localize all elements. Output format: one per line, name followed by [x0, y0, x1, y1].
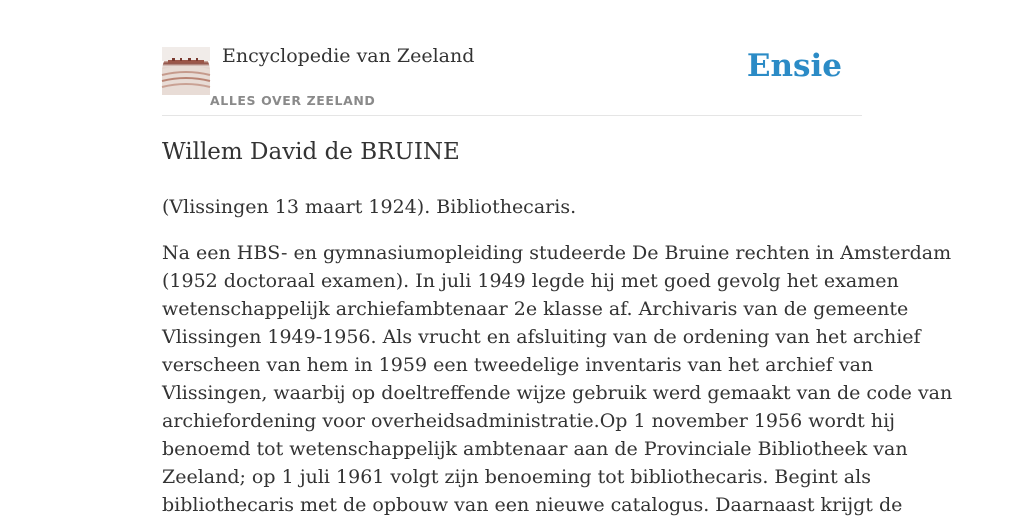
body-line: Na een HBS- en gymnasiumopleiding studeerde De Bruine rechten in Amsterdam: [162, 242, 952, 264]
body-line: benoemd tot wetenschappelijk ambtenaar aan de Provinciale Bibliotheek van: [162, 438, 908, 460]
avatar-image: [162, 47, 210, 95]
ensie-logo[interactable]: Ensie: [746, 48, 842, 84]
body-line: wetenschappelijk archiefambtenaar 2e klasse af. Archivaris van de gemeente: [162, 298, 909, 320]
article-title: Willem David de BRUINE: [162, 139, 460, 165]
body-line: verscheen van hem in 1959 een tweedelige inventaris van het archief van: [162, 354, 874, 376]
site-tagline: ALLES OVER ZEELAND: [210, 93, 376, 108]
article-intro: (Vlissingen 13 maart 1924). Bibliothecaris.: [162, 196, 577, 218]
body-line: archiefordening voor overheidsadministratie.Op 1 november 1956 wordt hij: [162, 410, 896, 432]
site-header: [162, 0, 862, 116]
article-body: [162, 239, 953, 519]
body-line: Zeeland; op 1 juli 1961 volgt zijn benoeming tot bibliothecaris. Begint als: [162, 466, 871, 488]
book-pages-avatar[interactable]: [162, 47, 210, 95]
body-line: bibliothecaris met de opbouw van een nieuwe catalogus. Daarnaast krijgt de: [162, 494, 903, 516]
body-line: (1952 doctoraal examen). In juli 1949 legde hij met goed gevolg het examen: [162, 270, 899, 292]
body-line: Vlissingen, waarbij op doeltreffende wijze gebruik werd gemaakt van de code van: [162, 382, 953, 404]
page-container: [162, 0, 953, 516]
body-line: Vlissingen 1949-1956. Als vrucht en afsluiting van de ordening van het archief: [162, 326, 921, 348]
site-name[interactable]: Encyclopedie van Zeeland: [222, 45, 475, 67]
